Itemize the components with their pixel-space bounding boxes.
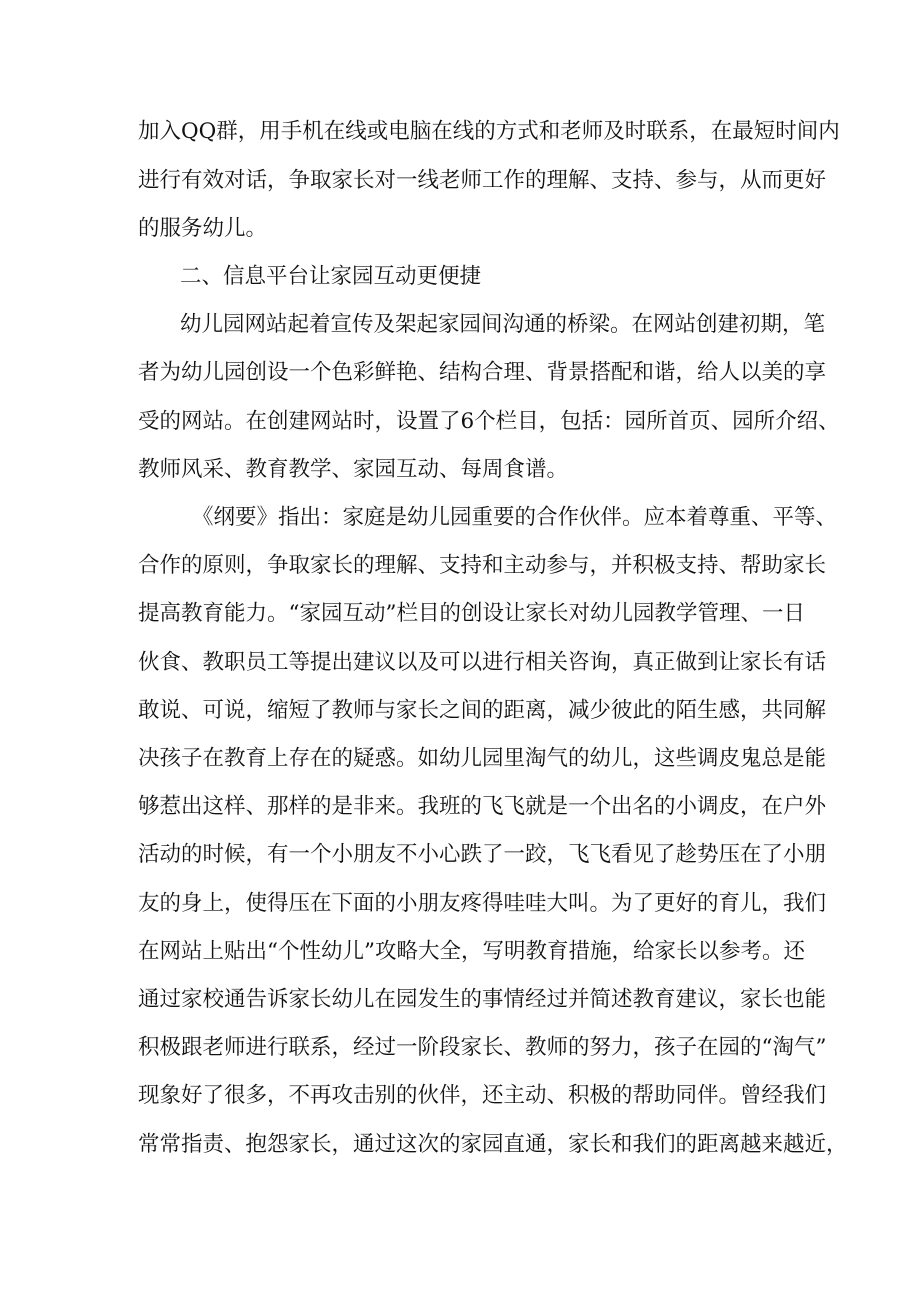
- text-line-5: 幼儿园网站起着宣传及架起家园间沟通的桥梁。在网站创建初期，笔: [180, 312, 826, 337]
- text-line-3: 的服务幼儿。: [138, 216, 268, 241]
- text-line-18: 在网站上贴出“个性幼儿”攻略大全，写明教育措施，给家长以参考。还: [138, 939, 805, 964]
- text-line-12: 伙食、教职员工等提出建议以及可以进行相关咨询，真正做到让家长有话: [138, 650, 827, 675]
- text-line-10: 合作的原则，争取家长的理解、支持和主动参与，并积极支持、帮助家长: [138, 553, 827, 578]
- text-line-17: 友的身上，使得压在下面的小朋友疼得哇哇大叫。为了更好的育儿，我们: [138, 891, 827, 916]
- text-line-2: 进行有效对话，争取家长对一线老师工作的理解、支持、参与，从而更好: [138, 168, 827, 193]
- text-line-11: 提高教育能力。“家园互动”栏目的创设让家长对幼儿园教学管理、一日: [138, 601, 805, 626]
- section-heading: 二、信息平台让家园互动更便捷: [180, 264, 482, 289]
- text-line-1: 加入QQ群，用手机在线或电脑在线的方式和老师及时联系，在最短时间内: [138, 119, 840, 144]
- text-line-20: 积极跟老师进行联系，经过一阶段家长、教师的努力，孩子在园的“淘气”: [138, 1035, 827, 1060]
- text-line-7: 受的网站。在创建网站时，设置了6个栏目，包括：园所首页、园所介绍、: [138, 409, 840, 434]
- text-line-9: 《纲要》指出：家庭是幼儿园重要的合作伙伴。应本着尊重、平等、: [192, 505, 838, 530]
- text-line-13: 敢说、可说，缩短了教师与家长之间的距离，减少彼此的陌生感，共同解: [138, 698, 827, 723]
- text-line-6: 者为幼儿园创设一个色彩鲜艳、结构合理、背景搭配和谐，给人以美的享: [138, 360, 827, 385]
- text-line-8: 教师风采、教育教学、家园互动、每周食谱。: [138, 457, 569, 482]
- text-line-19: 通过家校通告诉家长幼儿在园发生的事情经过并简述教育建议，家长也能: [138, 987, 827, 1012]
- text-line-21: 现象好了很多，不再攻击别的伙伴，还主动、积极的帮助同伴。曾经我们: [138, 1083, 827, 1108]
- text-line-15: 够惹出这样、那样的是非来。我班的飞飞就是一个出名的小调皮，在户外: [138, 794, 827, 819]
- text-line-22: 常常指责、抱怨家长，通过这次的家园直通，家长和我们的距离越来越近，: [138, 1132, 848, 1157]
- text-line-16: 活动的时候，有一个小朋友不小心跌了一跤，飞飞看见了趁势压在了小朋: [138, 842, 827, 867]
- text-line-14: 决孩子在教育上存在的疑惑。如幼儿园里淘气的幼儿，这些调皮鬼总是能: [138, 746, 827, 771]
